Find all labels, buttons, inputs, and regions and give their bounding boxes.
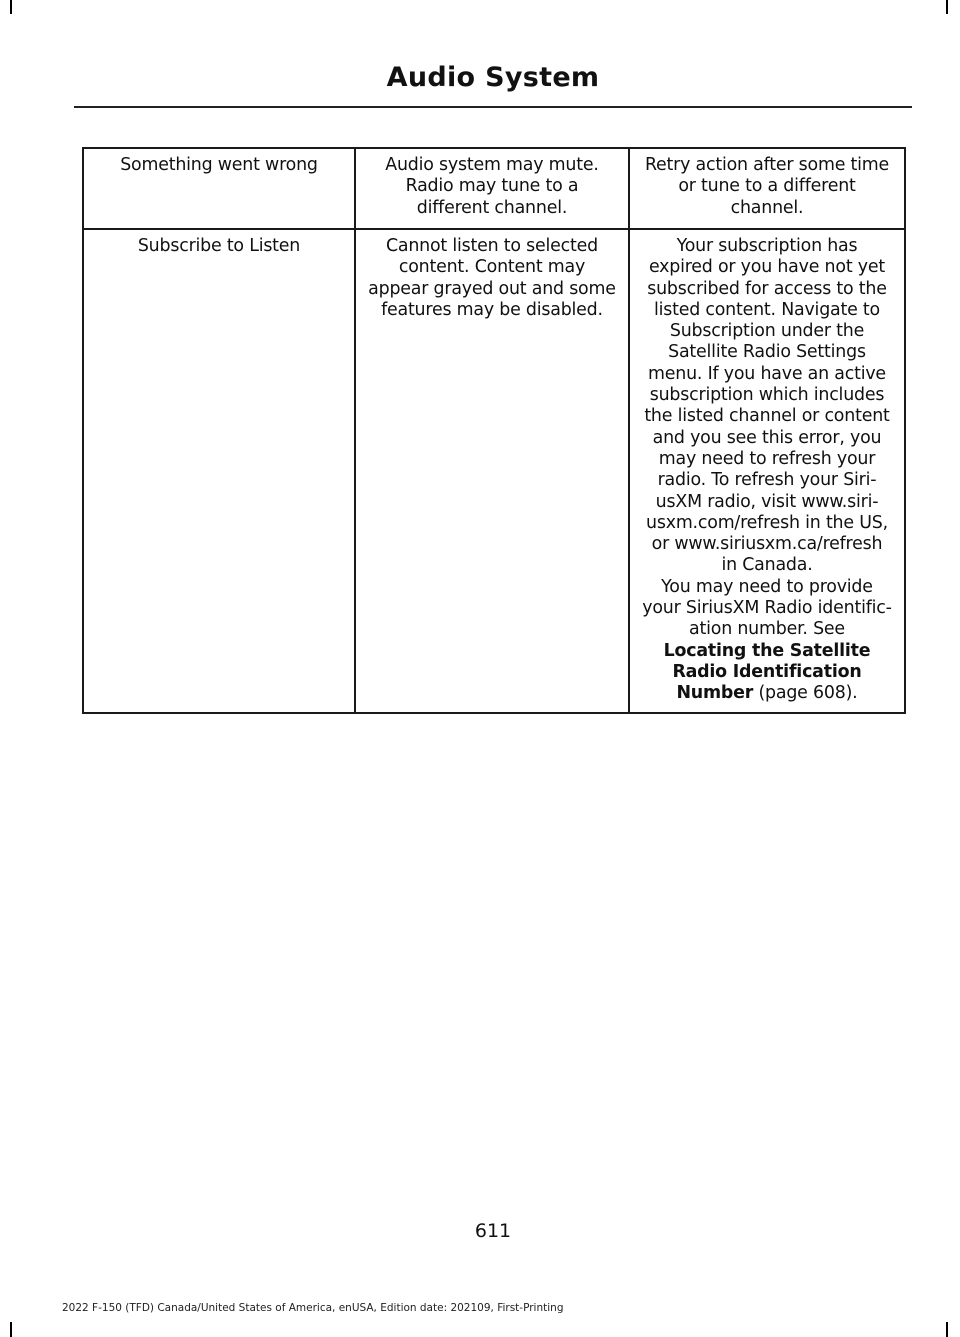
cause-cell [355,229,629,713]
cross-reference-link[interactable]: Locating the Satellite [663,640,871,661]
action-line: usxm.com/refresh in the US, [646,512,888,533]
troubleshooting-table [82,147,906,714]
cause-cell [355,148,629,229]
action-line: expired or you have not yet [648,257,885,278]
page-title: Audio System [386,62,600,93]
message-text: Subscribe to Listen [137,236,301,256]
cross-reference-link[interactable]: Number [676,683,754,704]
action-line: Your subscription has [676,236,858,256]
action-line: and you see this error, you [652,427,882,448]
action-line: channel. [730,197,804,218]
cause-line: appear grayed out and some [368,278,616,299]
message-cell [83,148,355,229]
message-text: Something went wrong [120,155,318,175]
table-row [83,148,905,229]
cause-line: different channel. [416,197,568,218]
message-cell [83,229,355,713]
crop-mark-top-left [10,0,12,14]
cause-line: Cannot listen to selected [385,236,598,256]
page-number: 611 [474,1220,512,1242]
edition-footer: 2022 F-150 (TFD) Canada/United States of America, enUSA, Edition date: 202109, First-Printing [62,1302,564,1314]
action-cell [629,229,905,713]
action-line: You may need to provide [661,576,873,597]
action-line: Satellite Radio Settings [668,342,866,363]
action-line: the listed channel or content [644,406,890,427]
action-line: or www.siriusxm.ca/refresh [651,534,883,555]
action-line: menu. If you have an active [648,363,886,384]
action-line: or tune to a different [678,176,856,197]
action-cell [629,148,905,229]
cause-line: content. Content may [398,257,586,278]
cross-reference-last-line [633,683,901,704]
action-line: subscription which includes [649,385,885,406]
cross-reference-link[interactable]: Radio Identification [672,661,862,682]
action-line: in Canada. [721,555,813,576]
cause-line: Radio may tune to a [405,176,579,197]
action-line: usXM radio, visit www.siri- [655,491,879,512]
action-line: ation number. See [689,619,845,640]
crop-mark-bottom-left [10,1322,12,1337]
title-divider [74,106,912,108]
action-line: Retry action after some time [644,155,890,175]
table-row [83,229,905,713]
page-reference: (page 608). [753,683,858,704]
action-line: radio. To refresh your Siri- [657,470,877,491]
action-line: may need to refresh your [658,448,876,469]
cause-line: Audio system may mute. [385,155,599,175]
action-line: Subscription under the [669,321,865,342]
crop-mark-bottom-right [946,1322,948,1337]
action-line: listed content. Navigate to [653,299,880,320]
cause-line: features may be disabled. [381,299,603,320]
crop-mark-top-right [946,0,948,14]
action-line: your SiriusXM Radio identific- [642,598,892,619]
action-line: subscribed for access to the [647,278,887,299]
